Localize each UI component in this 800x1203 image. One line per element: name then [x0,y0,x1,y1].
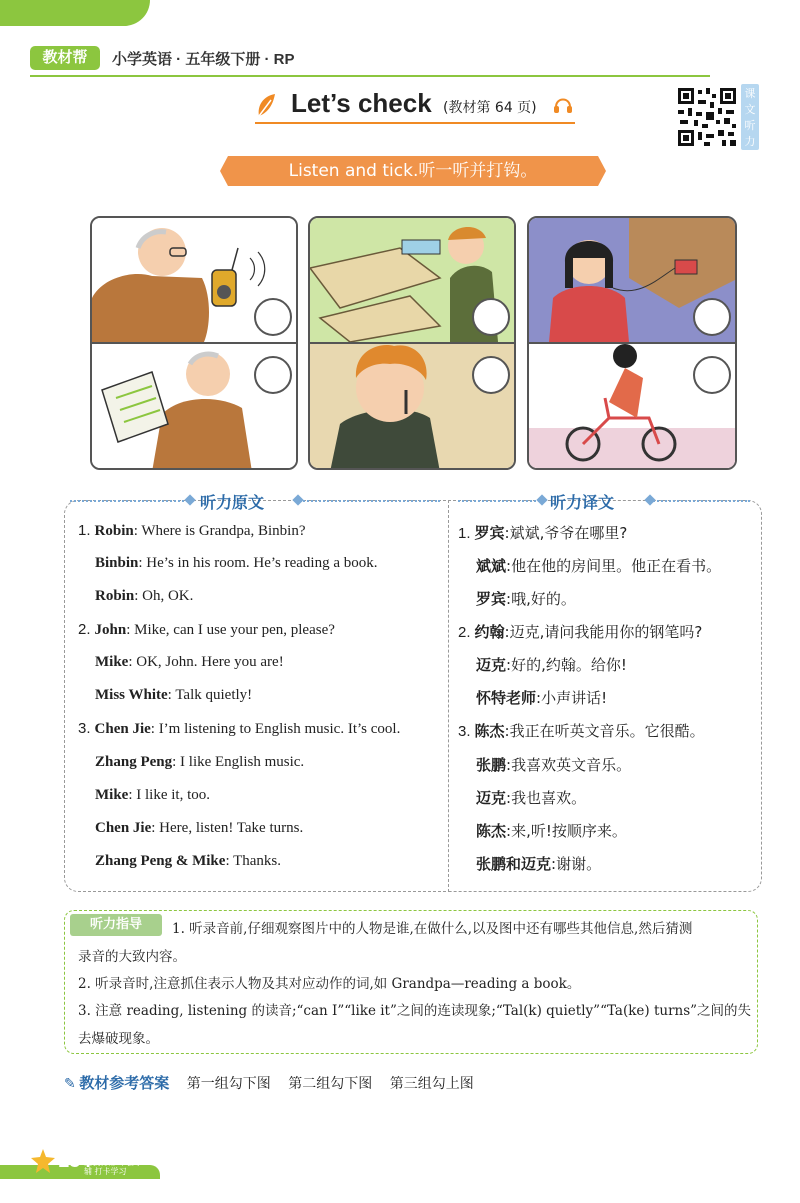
tick-circle-2b[interactable] [472,356,510,394]
star-mascot-icon [30,1148,56,1174]
chinese-line: 2. 约翰:迈克,请问我能用你的钢笔吗? [458,623,703,641]
diamond-icon [536,494,547,505]
music-bike-illustration [529,218,737,470]
header-divider [30,75,710,77]
top-corner-tab [0,0,150,26]
chinese-line: 1. 罗宾:斌斌,爷爷在哪里? [458,524,628,542]
heading-dash [70,500,188,502]
english-line: Binbin: He’s in his room. He’s reading a book. [95,555,378,571]
chinese-line: 3. 陈杰:我正在听英文音乐。它很酷。 [458,722,705,740]
brand-logo: 教材帮 [30,46,100,70]
page-header [0,42,800,76]
tick-circle-3b[interactable] [693,356,731,394]
grandpa-radio-illustration [92,218,298,470]
chinese-line: 罗宾:哦,好的。 [476,590,576,608]
chinese-heading [450,488,760,514]
chinese-line: 斌斌:他在他的房间里。他正在看书。 [476,557,722,575]
book-info: 小学英语 · 五年级下册 · RP [112,51,295,68]
picture-group-1 [90,216,298,470]
chinese-line: 迈克:好的,约翰。给你! [476,656,627,674]
english-line: 3. Chen Jie: I’m listening to English music. It’s cool. [78,720,401,737]
tip-line: 去爆破现象。 [78,1031,159,1047]
qr-side-label: 课文听力 [741,84,759,150]
answer-item: 第三组勾上图 [389,1076,474,1092]
answer-item: 第一组勾下图 [186,1076,271,1092]
instruction-text: Listen and tick.听一听并打钩。 [288,161,538,181]
picture-divider [310,342,514,344]
classroom-illustration [310,218,516,470]
picture-divider [92,342,296,344]
answer-item: 第二组勾下图 [288,1076,373,1092]
tick-circle-3a[interactable] [693,298,731,336]
english-line: 2. John: Mike, can I use your pen, please? [78,621,335,638]
chinese-line: 陈杰:来,听!按顺序来。 [476,822,627,840]
english-line: 1. Robin: Where is Grandpa, Binbin? [78,522,306,539]
english-heading [60,488,445,514]
page-number: 184 [58,1150,92,1172]
english-line: Robin: Oh, OK. [95,588,194,604]
tick-circle-2a[interactable] [472,298,510,336]
english-line: Miss White: Talk quietly! [95,687,253,703]
qr-code-icon[interactable] [676,86,738,148]
english-line: Zhang Peng: I like English music. [95,754,305,770]
tips-label: 听力指导 [70,914,162,936]
chinese-line: 怀特老师:小声讲话! [476,689,608,707]
chinese-line: 张鹏和迈克:谢谢。 [476,855,602,873]
pencil-icon: ✎ [64,1077,76,1092]
tip-line: 录音的大致内容。 [78,949,186,965]
english-line: Mike: I like it, too. [95,787,210,803]
title-page-ref: (教材第 64 页) [443,100,537,116]
english-line: Mike: OK, John. Here you are! [95,654,284,670]
heading-dash [650,500,750,502]
headphones-icon [553,93,573,115]
picture-group-3 [527,216,737,470]
tick-circle-1a[interactable] [254,298,292,336]
english-line: Chen Jie: Here, listen! Take turns. [95,820,304,836]
english-heading-label: 听力原文 [200,493,265,512]
picture-divider [529,342,735,344]
tick-circle-1b[interactable] [254,356,292,394]
leaf-icon [255,92,277,118]
diamond-icon [184,494,195,505]
tip-line: 2. 听录音时,注意抓住表示人物及其对应动作的词,如 Grandpa—reading a book。 [78,976,581,992]
picture-group-2 [308,216,516,470]
reference-answer [64,1072,474,1093]
tip-line: 3. 注意 reading, listening 的读音;“can I”“like it”之间的连读现象;“Tal(k) quietly”“Ta(ke) turns”之间的失 [78,1003,752,1019]
title-underline [255,122,575,124]
heading-dash [458,500,540,502]
title-main: Let’s check [291,88,432,118]
footer-slogan: 上教材帮 千套学辅 打卡学习 [84,1158,143,1176]
answer-label: 教材参考答案 [79,1074,170,1092]
chinese-heading-label: 听力译文 [550,493,615,512]
heading-dash [300,500,440,502]
chinese-line: 迈克:我也喜欢。 [476,789,587,807]
chinese-line: 张鹏:我喜欢英文音乐。 [476,756,632,774]
section-title [255,88,575,128]
english-line: Zhang Peng & Mike: Thanks. [95,853,282,869]
instruction-banner [228,156,598,186]
tip-line: 1. 听录音前,仔细观察图片中的人物是谁,在做什么,以及图中还有哪些其他信息,然后猜测 [172,921,693,937]
